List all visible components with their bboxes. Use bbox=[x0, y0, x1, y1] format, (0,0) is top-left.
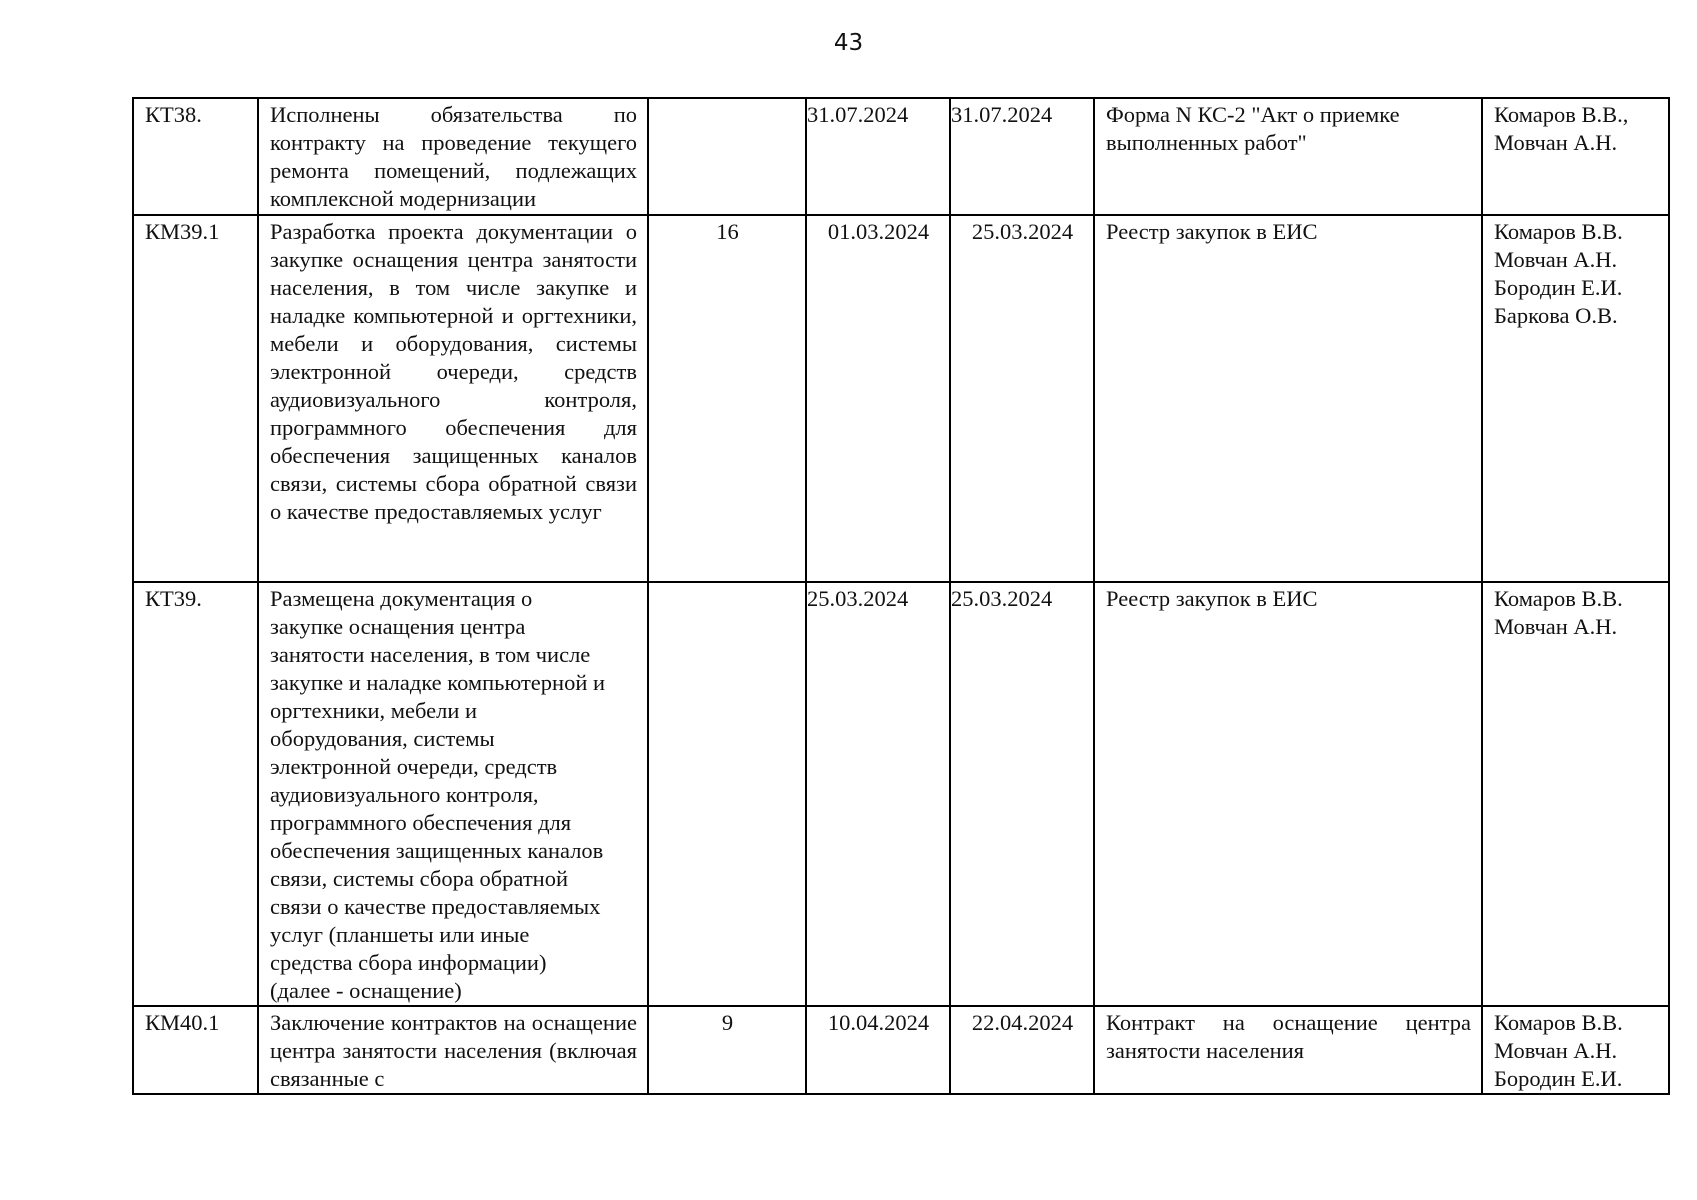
row-duration: 9 bbox=[648, 1006, 806, 1094]
responsible-person: Комаров В.В. bbox=[1494, 586, 1623, 611]
description-line: закупке и наладке компьютерной и bbox=[270, 670, 606, 695]
description-line: (далее - оснащение) bbox=[270, 978, 462, 1003]
description-line: оргтехники, мебели и bbox=[270, 698, 478, 723]
description-line: программного обеспечения для bbox=[270, 810, 572, 835]
responsible-person: Баркова О.В. bbox=[1494, 303, 1618, 328]
row-code: КТ39. bbox=[133, 582, 258, 1006]
row-duration bbox=[648, 582, 806, 1006]
row-end-date: 31.07.2024 bbox=[950, 98, 1094, 215]
row-responsible bbox=[1482, 1006, 1669, 1094]
responsible-person: Комаров В.В. bbox=[1494, 219, 1623, 244]
table-row bbox=[133, 98, 1669, 215]
row-code: КМ39.1 bbox=[133, 215, 258, 582]
responsible-person: Бородин Е.И. bbox=[1494, 275, 1623, 300]
row-end-date: 25.03.2024 bbox=[950, 215, 1094, 582]
plan-table bbox=[132, 97, 1670, 1095]
description-line: занятости населения, в том числе bbox=[270, 642, 591, 667]
responsible-person: Мовчан А.Н. bbox=[1494, 614, 1618, 639]
row-responsible bbox=[1482, 98, 1669, 215]
description-line: услуг (планшеты или иные bbox=[270, 922, 530, 947]
row-code: КМ40.1 bbox=[133, 1006, 258, 1094]
description-line: Размещена документация о bbox=[270, 586, 533, 611]
row-end-date: 25.03.2024 bbox=[950, 582, 1094, 1006]
row-code: КТ38. bbox=[133, 98, 258, 215]
description-line: электронной очереди, средств bbox=[270, 754, 558, 779]
row-start-date: 31.07.2024 bbox=[806, 98, 950, 215]
row-description: Разработка проекта документации о закупке оснащения центра занятости населения, в том числе закупке и наладке компьютерной и оргтехники, мебели и оборудования, системы электронной очереди, средств аудиовизуального контроля, программного обеспечения для обеспечения защищенных каналов связи, системы сбора обратной связи о качестве предоставляемых услуг bbox=[258, 215, 648, 582]
responsible-person: Комаров В.В. bbox=[1494, 1010, 1623, 1035]
responsible-person: Мовчан А.Н. bbox=[1494, 130, 1618, 155]
row-description: Заключение контрактов на оснащение центра занятости населения (включая связанные с bbox=[258, 1006, 648, 1094]
row-document: Реестр закупок в ЕИС bbox=[1094, 215, 1482, 582]
description-line: аудиовизуального контроля, bbox=[270, 782, 539, 807]
description-line: обеспечения защищенных каналов bbox=[270, 838, 604, 863]
row-description: Исполнены обязательства по контракту на проведение текущего ремонта помещений, подлежащих комплексной модернизации bbox=[258, 98, 648, 215]
table-row bbox=[133, 215, 1669, 582]
responsible-person: Мовчан А.Н. bbox=[1494, 247, 1618, 272]
description-line: связи о качестве предоставляемых bbox=[270, 894, 601, 919]
row-description bbox=[258, 582, 648, 1006]
row-document: Форма N КС-2 "Акт о приемке выполненных работ" bbox=[1094, 98, 1482, 215]
row-start-date: 25.03.2024 bbox=[806, 582, 950, 1006]
row-duration: 16 bbox=[648, 215, 806, 582]
row-responsible bbox=[1482, 215, 1669, 582]
table-row bbox=[133, 1006, 1669, 1094]
row-document: Контракт на оснащение центра занятости населения bbox=[1094, 1006, 1482, 1094]
description-line: связи, системы сбора обратной bbox=[270, 866, 568, 891]
row-start-date: 01.03.2024 bbox=[806, 215, 950, 582]
table-row bbox=[133, 582, 1669, 1006]
row-end-date: 22.04.2024 bbox=[950, 1006, 1094, 1094]
description-line: закупке оснащения центра bbox=[270, 614, 526, 639]
responsible-person: Бородин Е.И. bbox=[1494, 1066, 1623, 1091]
page-number: 43 bbox=[833, 30, 864, 56]
description-line: средства сбора информации) bbox=[270, 950, 547, 975]
row-document: Реестр закупок в ЕИС bbox=[1094, 582, 1482, 1006]
responsible-person: Комаров В.В., bbox=[1494, 102, 1629, 127]
description-line: оборудования, системы bbox=[270, 726, 495, 751]
row-start-date: 10.04.2024 bbox=[806, 1006, 950, 1094]
responsible-person: Мовчан А.Н. bbox=[1494, 1038, 1618, 1063]
row-duration bbox=[648, 98, 806, 215]
row-responsible bbox=[1482, 582, 1669, 1006]
